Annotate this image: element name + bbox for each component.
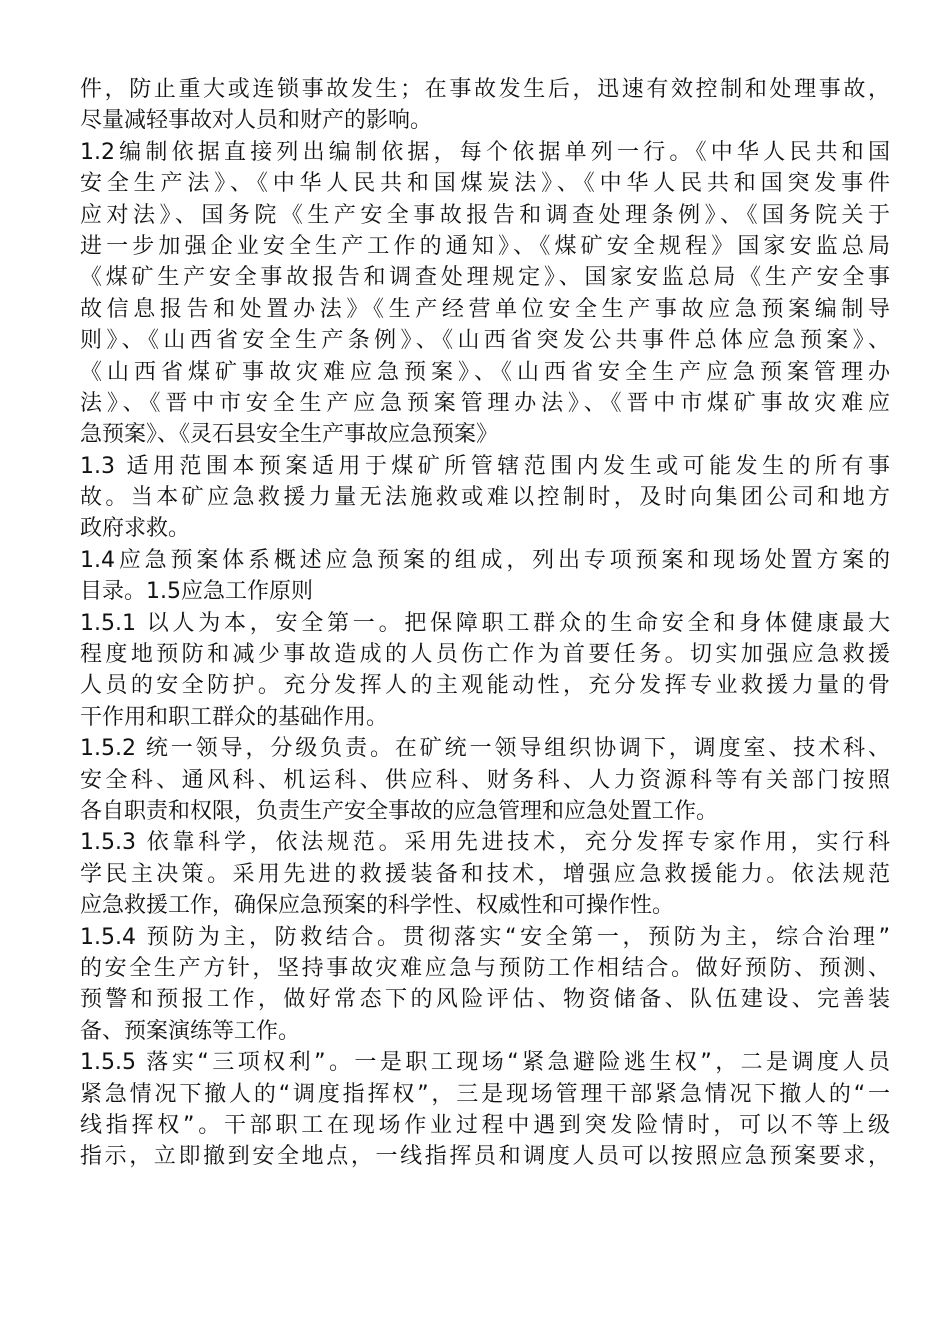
text-line: 应对法》、国务院《生产安全事故报告和调查处理条例》、《国务院关于 [80,202,890,228]
text-line: 政府求救。 [80,516,191,542]
text-line: 人员的安全防护。充分发挥人的主观能动性，充分发挥专业救援力量的骨 [80,673,890,699]
text-line: 学民主决策。采用先进的救援装备和技术，增强应急救援能力。依法规范 [80,861,890,887]
text-line: 1.5.4 预防为主，防救结合。贯彻落实“安全第一，预防为主，综合治理” [80,924,890,950]
text-line: 故。当本矿应急救援力量无法施救或难以控制时，及时向集团公司和地方 [80,485,890,511]
text-line: 故信息报告和处置办法》《生产经营单位安全生产事故应急预案编制导 [80,296,890,322]
text-line: 1.4应急预案体系概述应急预案的组成，列出专项预案和现场处置方案的 [80,547,890,573]
text-line: 应急救援工作，确保应急预案的科学性、权威性和可操作性。 [80,893,675,919]
text-line: 线指挥权”。干部职工在现场作业过程中遇到突发险情时，可以不等上级 [80,1112,890,1138]
text-line: 1.3 适用范围本预案适用于煤矿所管辖范围内发生或可能发生的所有事 [80,453,890,479]
text-line: 指示，立即撤到安全地点，一线指挥员和调度人员可以按照应急预案要求， [80,1144,890,1170]
text-line: 目录。1.5应急工作原则 [80,579,313,605]
text-line: 1.5.5 落实“三项权利”。一是职工现场“紧急避险逃生权”，二是调度人员 [80,1050,890,1076]
text-line: 尽量减轻事故对人员和财产的影响。 [80,108,433,134]
text-line: 程度地预防和减少事故造成的人员伤亡作为首要任务。切实加强应急救援 [80,642,890,668]
text-line: 预警和预报工作，做好常态下的风险评估、物资储备、队伍建设、完善装 [80,987,890,1013]
text-line: 进一步加强企业安全生产工作的通知》、《煤矿安全规程》国家安监总局 [80,233,890,259]
text-line: 《煤矿生产安全事故报告和调查处理规定》、国家安监总局《生产安全事 [80,265,890,291]
text-line: 紧急情况下撤人的“调度指挥权”，三是现场管理干部紧急情况下撤人的“一 [80,1081,890,1107]
document-body [80,74,890,1173]
text-line: 安全生产法》、《中华人民共和国煤炭法》、《中华人民共和国突发事件 [80,171,890,197]
text-line: 1.5.1 以人为本，安全第一。把保障职工群众的生命安全和身体健康最大 [80,610,890,636]
text-line: 急预案》、《灵石县安全生产事故应急预案》 [80,422,499,448]
text-line: 则》、《山西省安全生产条例》、《山西省突发公共事件总体应急预案》、 [80,328,890,354]
text-line: 安全科、通风科、机运科、供应科、财务科、人力资源科等有关部门按照 [80,767,890,793]
text-line: 《山西省煤矿事故灾难应急预案》、《山西省安全生产应急预案管理办 [80,359,890,385]
text-line: 1.5.3 依靠科学，依法规范。采用先进技术，充分发挥专家作用，实行科 [80,830,890,856]
text-line: 法》、《晋中市安全生产应急预案管理办法》、《晋中市煤矿事故灾难应 [80,390,890,416]
text-line: 各自职责和权限，负责生产安全事故的应急管理和应急处置工作。 [80,798,719,824]
text-line: 1.2编制依据直接列出编制依据，每个依据单列一行。《中华人民共和国 [80,139,890,165]
text-line: 1.5.2 统一领导，分级负责。在矿统一领导组织协调下，调度室、技术科、 [80,736,890,762]
text-line: 备、预案演练等工作。 [80,1018,301,1044]
text-line: 干作用和职工群众的基础作用。 [80,704,389,730]
text-line: 件，防止重大或连锁事故发生；在事故发生后，迅速有效控制和处理事故， [80,77,890,102]
text-line: 的安全生产方针，坚持事故灾难应急与预防工作相结合。做好预防、预测、 [80,955,890,981]
